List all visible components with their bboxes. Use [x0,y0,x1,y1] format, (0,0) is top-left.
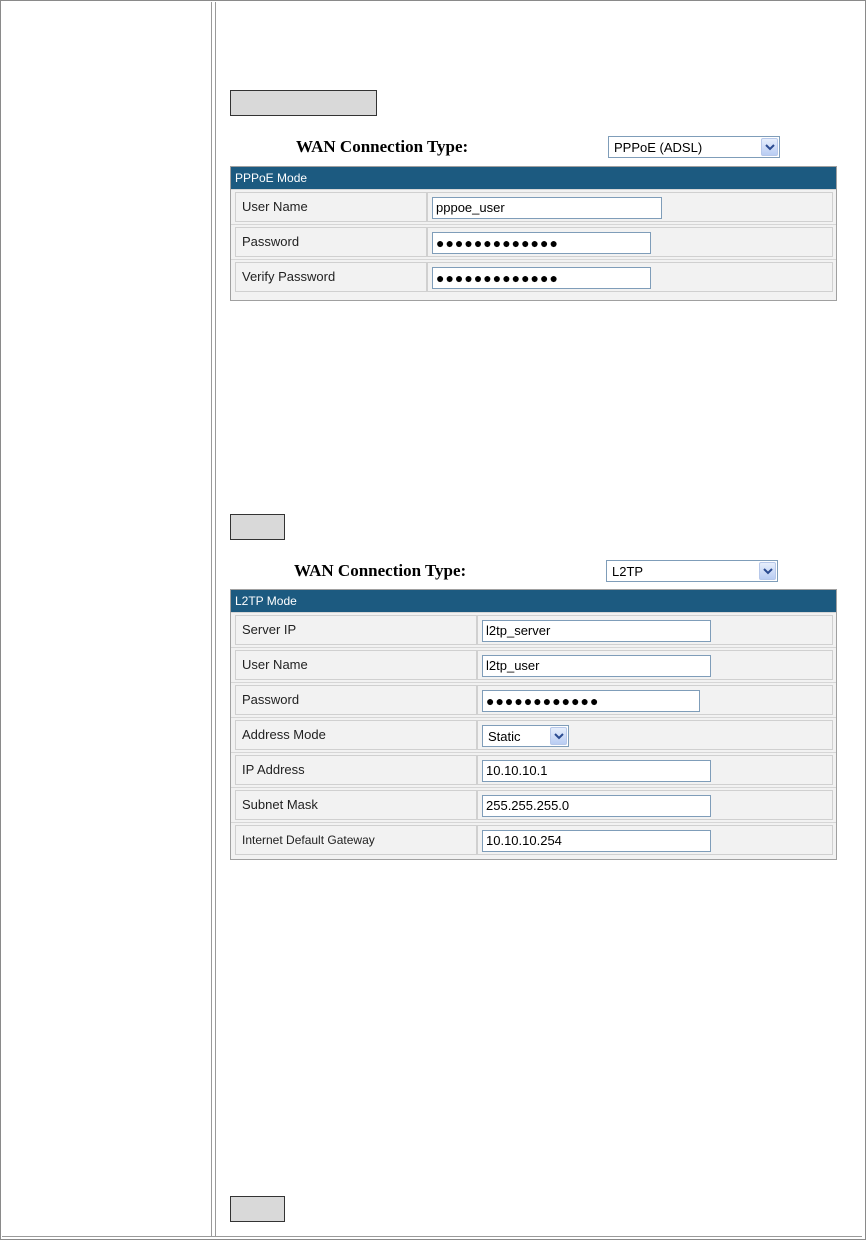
left-column [2,2,212,1236]
wan-connection-type-value: PPPoE (ADSL) [614,140,703,155]
field-label: Password [235,685,477,715]
form-row-subnet-mask [231,787,836,822]
ip-address-input[interactable]: 10.10.10.1 [482,760,711,782]
field-cell [477,755,833,785]
wan-connection-type-label: WAN Connection Type: [296,137,469,156]
subnet-mask-input[interactable]: 255.255.255.0 [482,795,711,817]
field-cell [477,790,833,820]
column-divider [215,2,216,1236]
field-label: Server IP [235,615,477,645]
wan-connection-type-label: WAN Connection Type: [294,561,467,580]
wan-connection-type-select[interactable] [606,560,778,582]
form-row-password [231,682,836,717]
user-name-input[interactable]: l2tp_user [482,655,711,677]
field-label: Verify Password [235,262,427,292]
form-row-address-mode [231,717,836,752]
form-row-password [231,224,836,259]
address-mode-value: Static [488,729,521,744]
chevron-down-icon[interactable] [759,562,776,580]
form-row-user-name [231,647,836,682]
panel-header: L2TP Mode [231,590,836,612]
password-input[interactable]: ●●●●●●●●●●●●● [432,232,651,254]
field-cell [477,720,833,750]
password-input[interactable]: ●●●●●●●●●●●● [482,690,700,712]
field-label: Internet Default Gateway [235,825,477,855]
server-ip-input[interactable]: l2tp_server [482,620,711,642]
form-row-ip-address [231,752,836,787]
field-label: Address Mode [235,720,477,750]
field-cell [477,825,833,855]
field-cell [427,227,833,257]
chevron-down-icon[interactable] [550,727,567,745]
field-label: Password [235,227,427,257]
form-row-verify-password [231,259,836,294]
pppoe-mode-panel [230,166,837,301]
wan-connection-type-select[interactable] [608,136,780,158]
address-mode-select[interactable] [482,725,569,747]
field-label: Subnet Mask [235,790,477,820]
caption-box-pppoe [230,90,377,116]
caption-box-next [230,1196,285,1222]
field-cell [427,262,833,292]
default-gateway-input[interactable]: 10.10.10.254 [482,830,711,852]
l2tp-mode-panel [230,589,837,860]
bottom-divider [2,1236,862,1237]
field-label: IP Address [235,755,477,785]
field-cell [427,192,833,222]
wan-connection-type-value: L2TP [612,564,644,579]
user-name-input[interactable]: pppoe_user [432,197,662,219]
chevron-down-icon[interactable] [761,138,778,156]
form-row-user-name [231,189,836,224]
verify-password-input[interactable]: ●●●●●●●●●●●●● [432,267,651,289]
field-cell [477,650,833,680]
form-row-default-gateway [231,822,836,857]
field-cell [477,615,833,645]
form-row-server-ip [231,612,836,647]
field-cell [477,685,833,715]
field-label: User Name [235,192,427,222]
panel-header: PPPoE Mode [231,167,836,189]
caption-box-l2tp [230,514,285,540]
field-label: User Name [235,650,477,680]
